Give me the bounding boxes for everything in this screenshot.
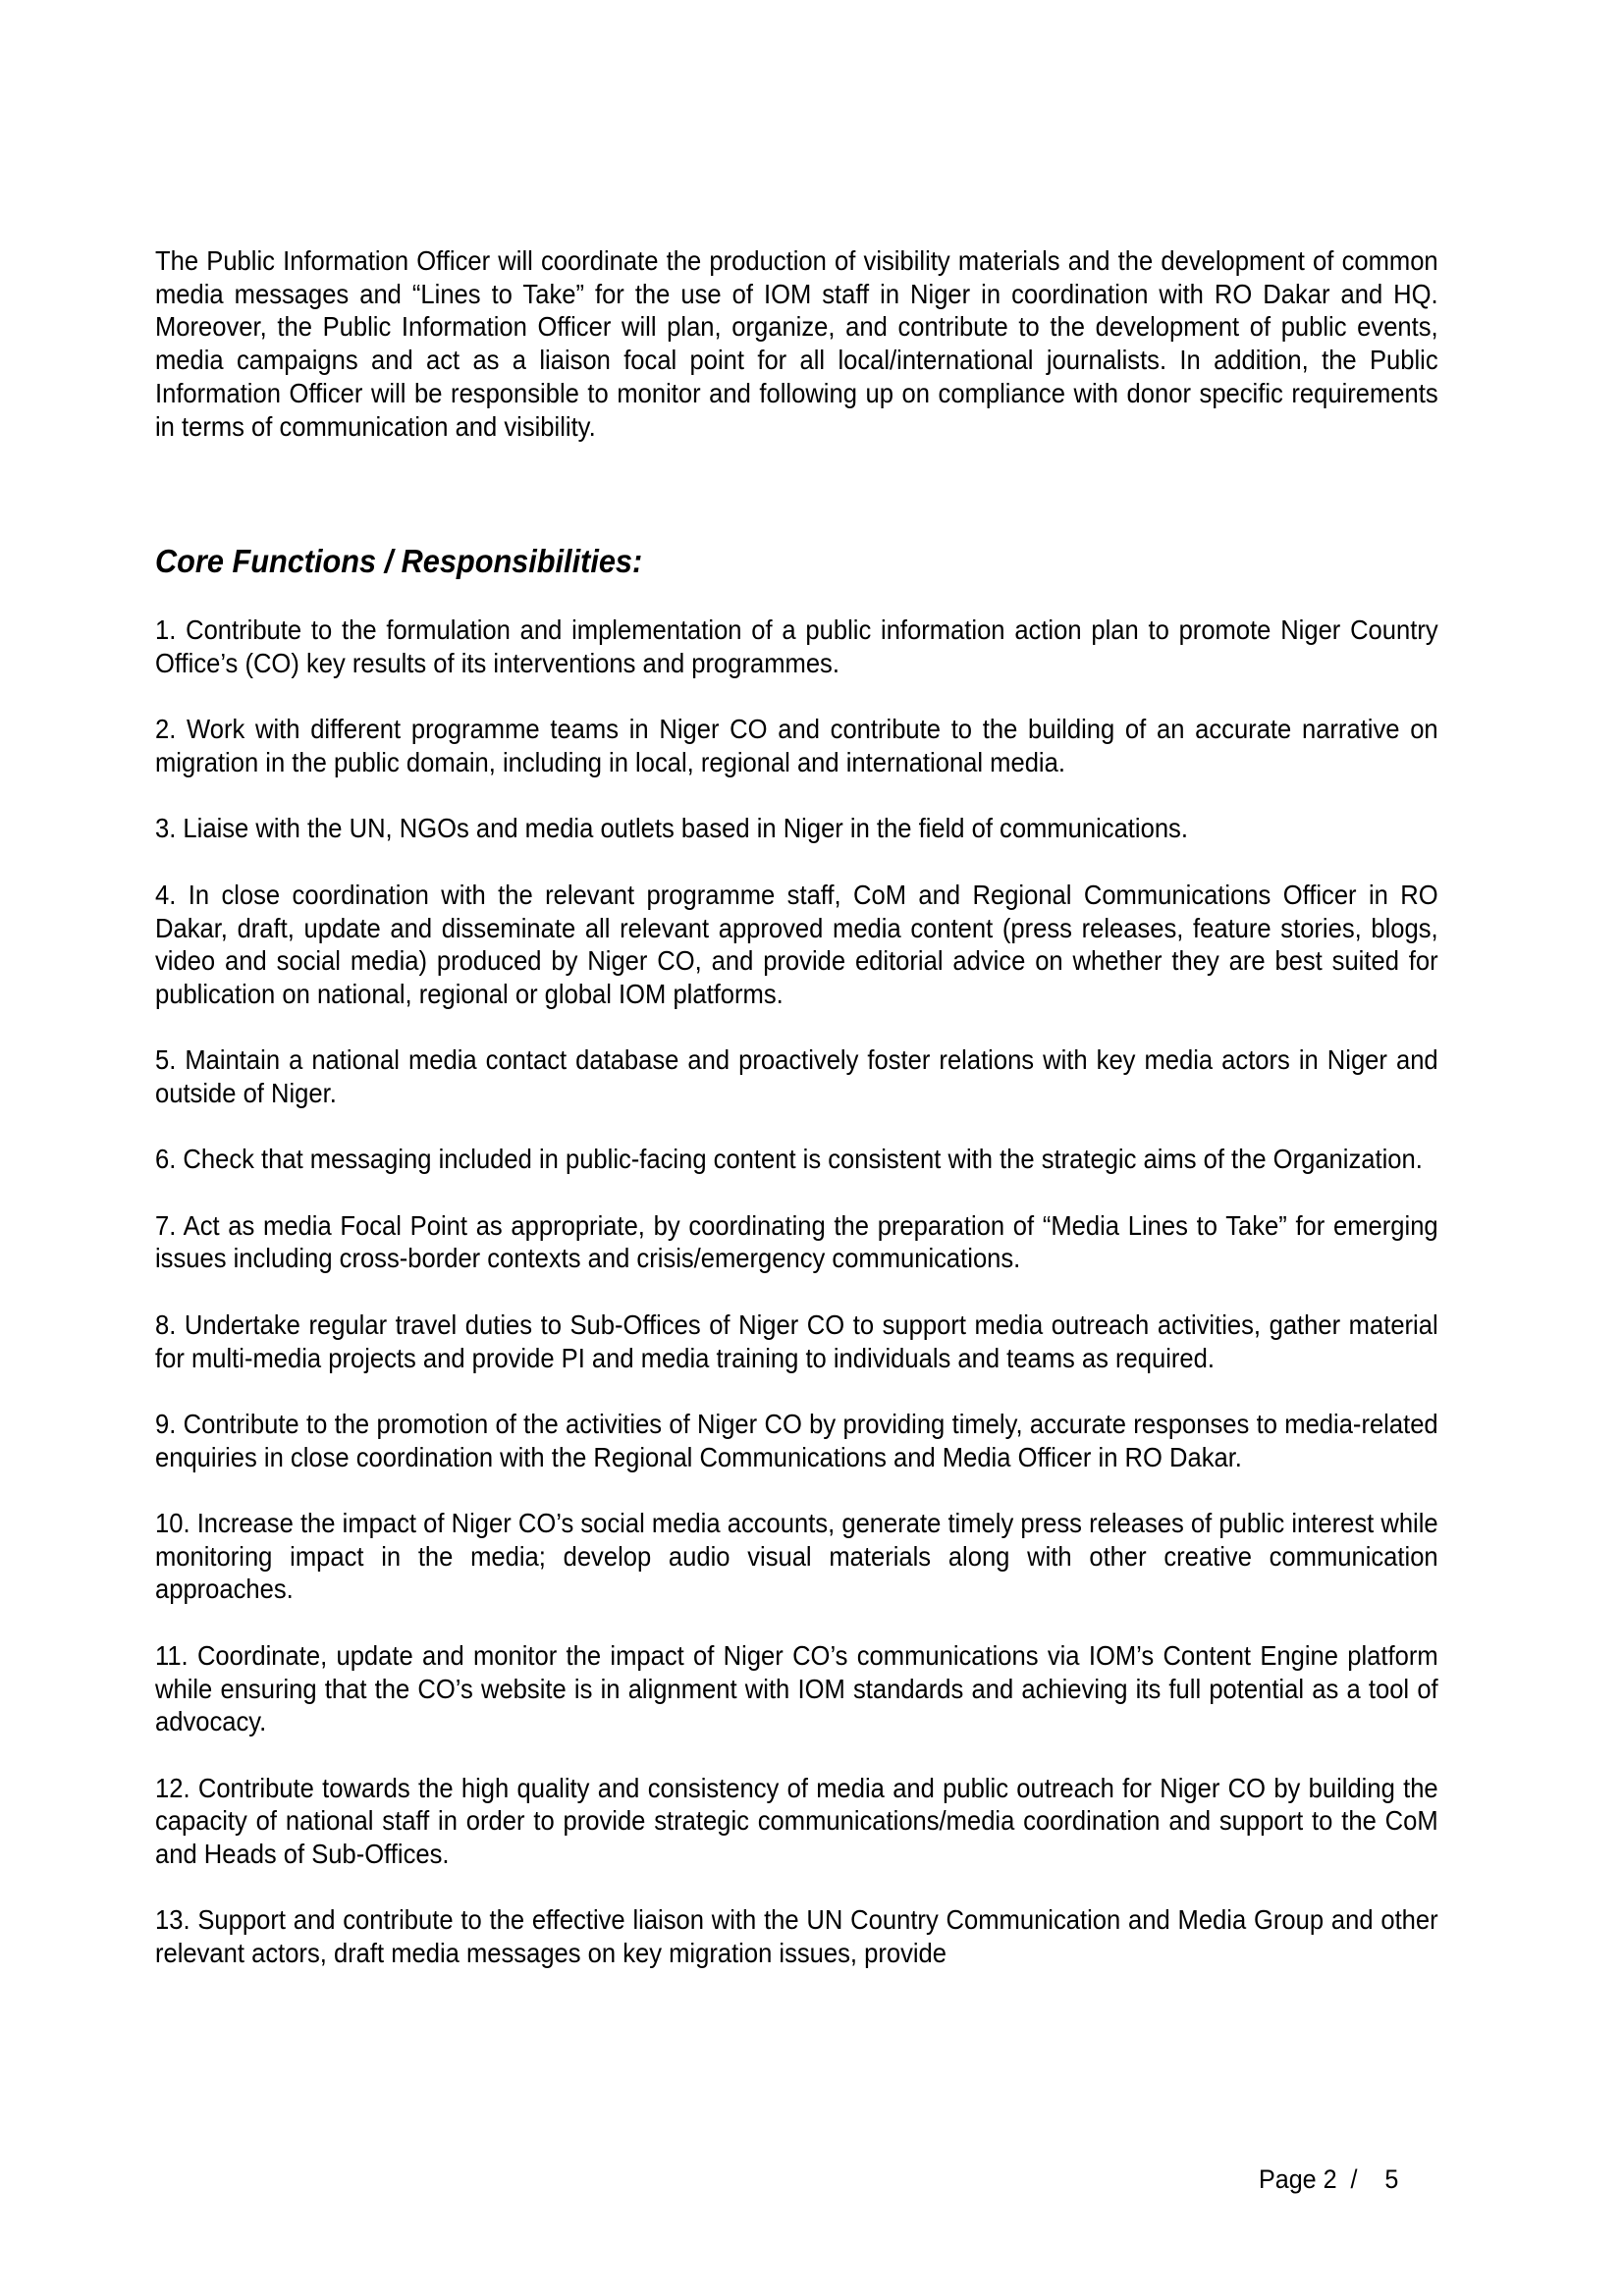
section-heading: Core Functions / Responsibilities:: [155, 543, 643, 580]
document-page: [155, 244, 1438, 1970]
list-item: 5. Maintain a national media contact database and proactively foster relations with key media actors in Niger and outside of Niger.: [155, 1044, 1438, 1108]
list-item: 13. Support and contribute to the effective liaison with the UN Country Communication and Media Group and other relevant actors, draft media messages on key migration issues, provide: [155, 1904, 1438, 1969]
list-item: 3. Liaise with the UN, NGOs and media outlets based in Niger in the field of communications.: [155, 813, 1188, 844]
list-item: 7. Act as media Focal Point as appropriate, by coordinating the preparation of “Media Lines to Take” for emerging issues including cross-border contexts and crisis/emergency communications.: [155, 1209, 1438, 1274]
list-item: 8. Undertake regular travel duties to Sub-Offices of Niger CO to support media outreach activities, gather material for multi-media projects and provide PI and media training to individuals and teams as required.: [155, 1308, 1438, 1373]
intro-paragraph: The Public Information Officer will coordinate the production of visibility materials and the development of common media messages and “Lines to Take” for the use of IOM staff in Niger in coordination with RO Dakar and HQ. Moreover, the Public Information Officer will plan, organize, and contribute to the development of public events, media campaigns and act as a liaison focal point for all local/international journalists. In addition, the Public Information Officer will be responsible to monitor and following up on compliance with donor specific requirements in terms of communication and visibility.: [155, 245, 1438, 442]
page-number: Page 2 / 5: [1259, 2164, 1399, 2194]
list-item: 4. In close coordination with the relevant programme staff, CoM and Regional Communications Officer in RO Dakar, draft, update and disseminate all relevant approved media content (press releases, feature stories, blogs, video and social media) produced by Niger CO, and provide editorial advice on whether they are best suited for publication on national, regional or global IOM platforms.: [155, 879, 1438, 1009]
list-item: 2. Work with different programme teams in Niger CO and contribute to the building of an accurate narrative on migration in the public domain, including in local, regional and international media.: [155, 714, 1438, 778]
list-item: 6. Check that messaging included in public-facing content is consistent with the strategic aims of the Organization.: [155, 1144, 1423, 1175]
list-item: 1. Contribute to the formulation and implementation of a public information action plan to promote Niger Country Office’s (CO) key results of its interventions and programmes.: [155, 614, 1438, 678]
list-item: 10. Increase the impact of Niger CO’s social media accounts, generate timely press releases of public interest while monitoring impact in the media; develop audio visual materials along with other creative communication approaches.: [155, 1508, 1438, 1605]
list-item: 11. Coordinate, update and monitor the impact of Niger CO’s communications via IOM’s Content Engine platform while ensuring that the CO’s website is in alignment with IOM standards and achieving its full potential as a tool of advocacy.: [155, 1639, 1438, 1737]
list-item: 12. Contribute towards the high quality and consistency of media and public outreach for Niger CO by building the capacity of national staff in order to provide strategic communications/media coordination and support to the CoM and Heads of Sub-Offices.: [155, 1772, 1438, 1870]
list-item: 9. Contribute to the promotion of the activities of Niger CO by providing timely, accurate responses to media-related enquiries in close coordination with the Regional Communications and Media Officer in RO Dakar.: [155, 1408, 1438, 1472]
